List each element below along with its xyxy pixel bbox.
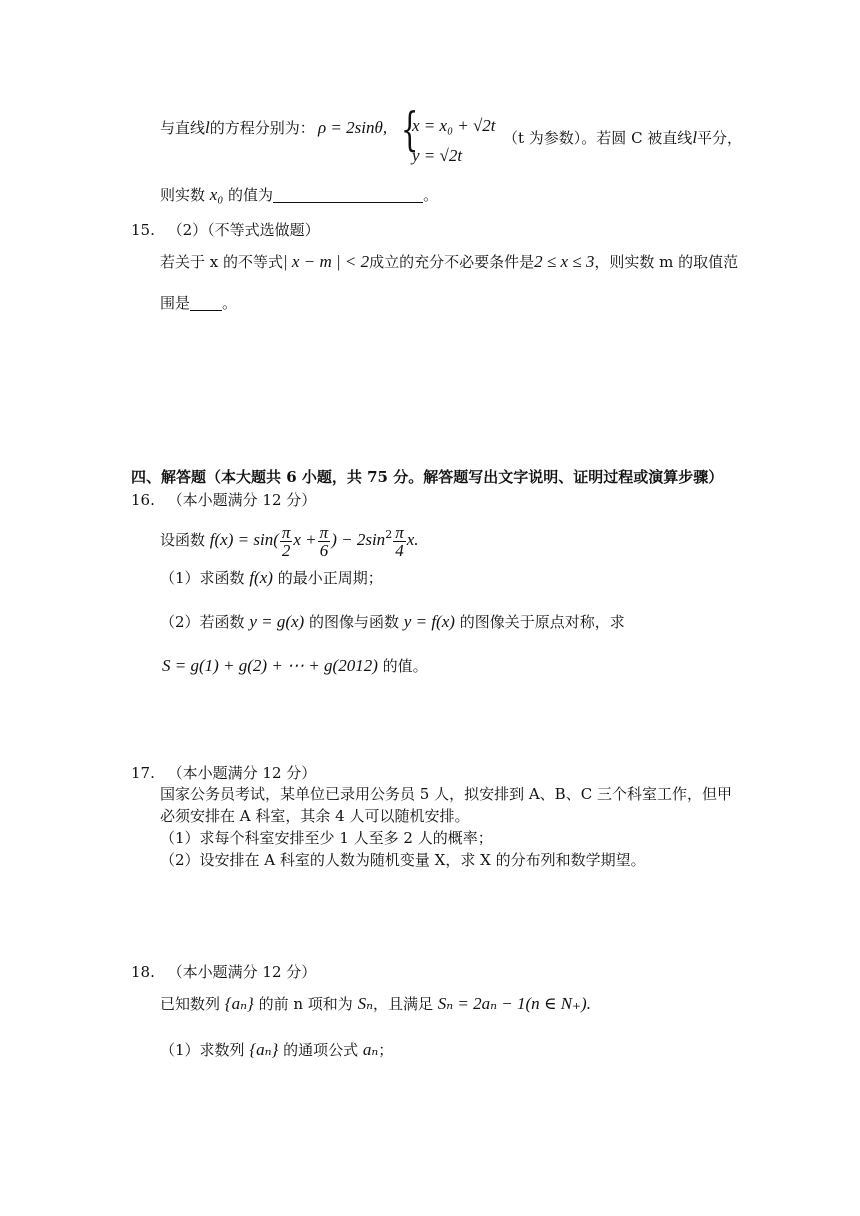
q15-heading: （2）（不等式选做题） xyxy=(167,221,320,239)
q15-line2: 围是 。 xyxy=(160,294,238,312)
q14-sys-row2: y = √2t xyxy=(412,146,463,165)
q18-number: 18. xyxy=(131,963,155,981)
q18-line1: 已知数列 {aₙ} 的前 n 项和为 Sₙ，且满足 Sₙ = 2aₙ − 1(n ∈ N₊). xyxy=(160,994,591,1013)
q18-header xyxy=(131,962,316,982)
q15-answer-blank[interactable] xyxy=(190,294,222,311)
q16-frac-pi-4: $\frac{\pi}{4}$ xyxy=(395,522,404,560)
q14-system-rows xyxy=(412,111,496,171)
q15-line1: 若关于 x 的不等式| x − m | < 2成立的充分不必要条件是2 ≤ x ≤ 3，则实数 m 的取值范 xyxy=(160,252,739,271)
q17-heading: （本小题满分 12 分） xyxy=(167,764,317,782)
q14-line1 xyxy=(160,118,315,138)
q16-part1: （1）求函数 f(x) 的最小正周期； xyxy=(160,568,383,587)
q14-answer-blank[interactable] xyxy=(273,186,423,203)
q18-part1: （1）求数列 {aₙ} 的通项公式 aₙ； xyxy=(160,1040,394,1059)
q14-line2: 则实数 x₀ 的值为 。 xyxy=(160,185,439,204)
q16-frac-pi-2: $\frac{\pi}{2}$ xyxy=(281,522,291,560)
q17-line2: 必须安排在 A 科室，其余 4 人可以随机安排。 xyxy=(160,807,470,825)
q17-line1: 国家公务员考试，某单位已录用公务员 5 人，拟安排到 A、B、C 三个科室工作，但甲 xyxy=(160,785,732,803)
q16-frac-pi-6: $\frac{\pi}{6}$ xyxy=(319,522,329,560)
q14-var-l: l xyxy=(205,118,210,137)
q17-header xyxy=(131,763,316,783)
q16-part2: （2）若函数 y = g(x) 的图像与函数 y = f(x) 的图像关于原点对称，求 xyxy=(160,612,625,631)
q14-param-note: （t 为参数）。若圆 C 被直线l平分， xyxy=(503,128,743,147)
q15-number: 15. xyxy=(131,221,155,239)
q16-definition: 设函数 f(x) = sin( $\frac{\pi}{2}$ x + $\frac{\pi}{6}$ ) − $2\sin^2$ $\frac{\pi}{4}$ x. xyxy=(160,522,419,560)
q14-x0: x₀ xyxy=(209,185,224,204)
q14-line1-mid: 的方程分别为： xyxy=(209,119,315,137)
q18-heading: （本小题满分 12 分） xyxy=(167,963,317,981)
q17-part2: （2）设安排在 A 科室的人数为随机变量 X，求 X 的分布列和数学期望。 xyxy=(160,851,646,869)
q15-cond: 2 ≤ x ≤ 3 xyxy=(534,252,595,271)
q16-sum: S = g(1) + g(2) + ⋯ + g(2012) 的值。 xyxy=(162,656,428,675)
q14-brace: { xyxy=(400,102,419,156)
q14-sys-row1: x = x₀ + √2t xyxy=(412,116,496,135)
q15-header xyxy=(131,220,320,240)
q17-number: 17. xyxy=(131,764,155,782)
q17-part1: （1）求每个科室安排至少 1 人至多 2 人的概率； xyxy=(160,829,493,847)
section4-title: 四、解答题（本大题共 6 小题，共 75 分。解答题写出文字说明、证明过程或演算步骤） xyxy=(131,468,724,486)
q14-circle-eq: ρ = 2sinθ, xyxy=(318,118,388,137)
q16-number: 16. xyxy=(131,491,155,509)
q16-header xyxy=(131,490,316,510)
q14-line1-prefix: 与直线 xyxy=(160,119,206,137)
q16-heading: （本小题满分 12 分） xyxy=(167,491,317,509)
q15-ineq: | x − m | < 2 xyxy=(283,252,370,271)
q14-var-l2: l xyxy=(692,128,698,147)
